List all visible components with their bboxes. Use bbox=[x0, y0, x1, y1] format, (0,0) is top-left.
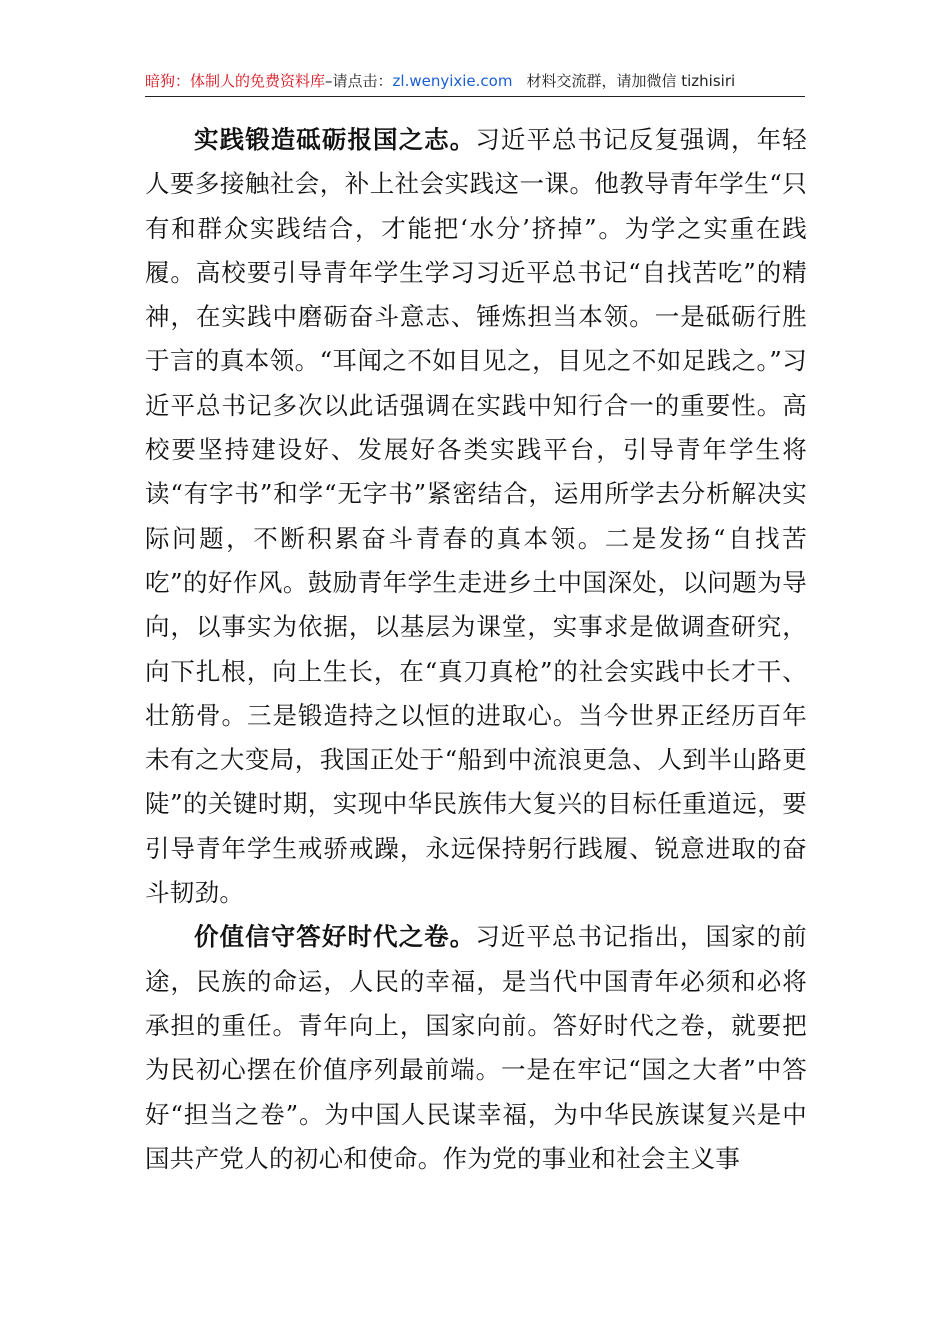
paragraph-2 bbox=[145, 915, 807, 1181]
paragraph-1-text: 习近平总书记反复强调，年轻人要多接触社会，补上社会实践这一课。他教导青年学生“只有和群众实践结合，才能把‘水分’挤掉”。为学之实重在践履。高校要引导青年学生学习习近平总书记“自找苦吃”的精神，在实践中磨砺奋斗意志、锤炼担当本领。一是砥砺行胜于言的真本领。“耳闻之不如目见之，目见之不如足践之。”习近平总书记多次以此话强调在实践中知行合一的重要性。高校要坚持建设好、发展好各类实践平台，引导青年学生将读“有字书”和学“无字书”紧密结合，运用所学去分析解决实际问题，不断积累奋斗青春的真本领。二是发扬“自找苦吃”的好作风。鼓励青年学生走进乡土中国深处，以问题为导向，以事实为依据，以基层为课堂，实事求是做调查研究，向下扎根，向上生长，在“真刀真枪”的社会实践中长才干、壮筋骨。三是锻造持之以恒的进取心。当今世界正经历百年未有之大变局，我国正处于“船到中流浪更急、人到半山路更陡”的关键时期，实现中华民族伟大复兴的目标任重道远，要引导青年学生戒骄戒躁，永远保持躬行践履、锐意进取的奋斗韧劲。 bbox=[145, 125, 807, 908]
header-contact: 材料交流群，请加微信 tizhisiri bbox=[526, 72, 736, 90]
paragraph-1 bbox=[145, 118, 807, 915]
document-body bbox=[145, 118, 807, 1181]
paragraph-2-text: 习近平总书记指出，国家的前途，民族的命运，人民的幸福，是当代中国青年必须和必将承担的重任。青年向上，国家向前。答好时代之卷，就要把为民初心摆在价值序列最前端。一是在牢记“国之大者”中答好“担当之卷”。为中国人民谋幸福，为中华民族谋复兴是中国共产党人的初心和使命。作为党的事业和社会主义事 bbox=[145, 922, 807, 1173]
header-brand: 暗狗：体制人的免费资料库 bbox=[145, 72, 326, 90]
header-divider bbox=[145, 96, 805, 97]
page-header bbox=[145, 66, 805, 96]
header-url-link[interactable]: zl.wenyixie.com bbox=[392, 72, 513, 90]
paragraph-2-heading: 价值信守答好时代之卷。 bbox=[194, 922, 476, 952]
paragraph-1-heading: 实践锻造砥砺报国之志。 bbox=[194, 125, 476, 154]
header-prompt: –请点击： bbox=[325, 72, 393, 90]
